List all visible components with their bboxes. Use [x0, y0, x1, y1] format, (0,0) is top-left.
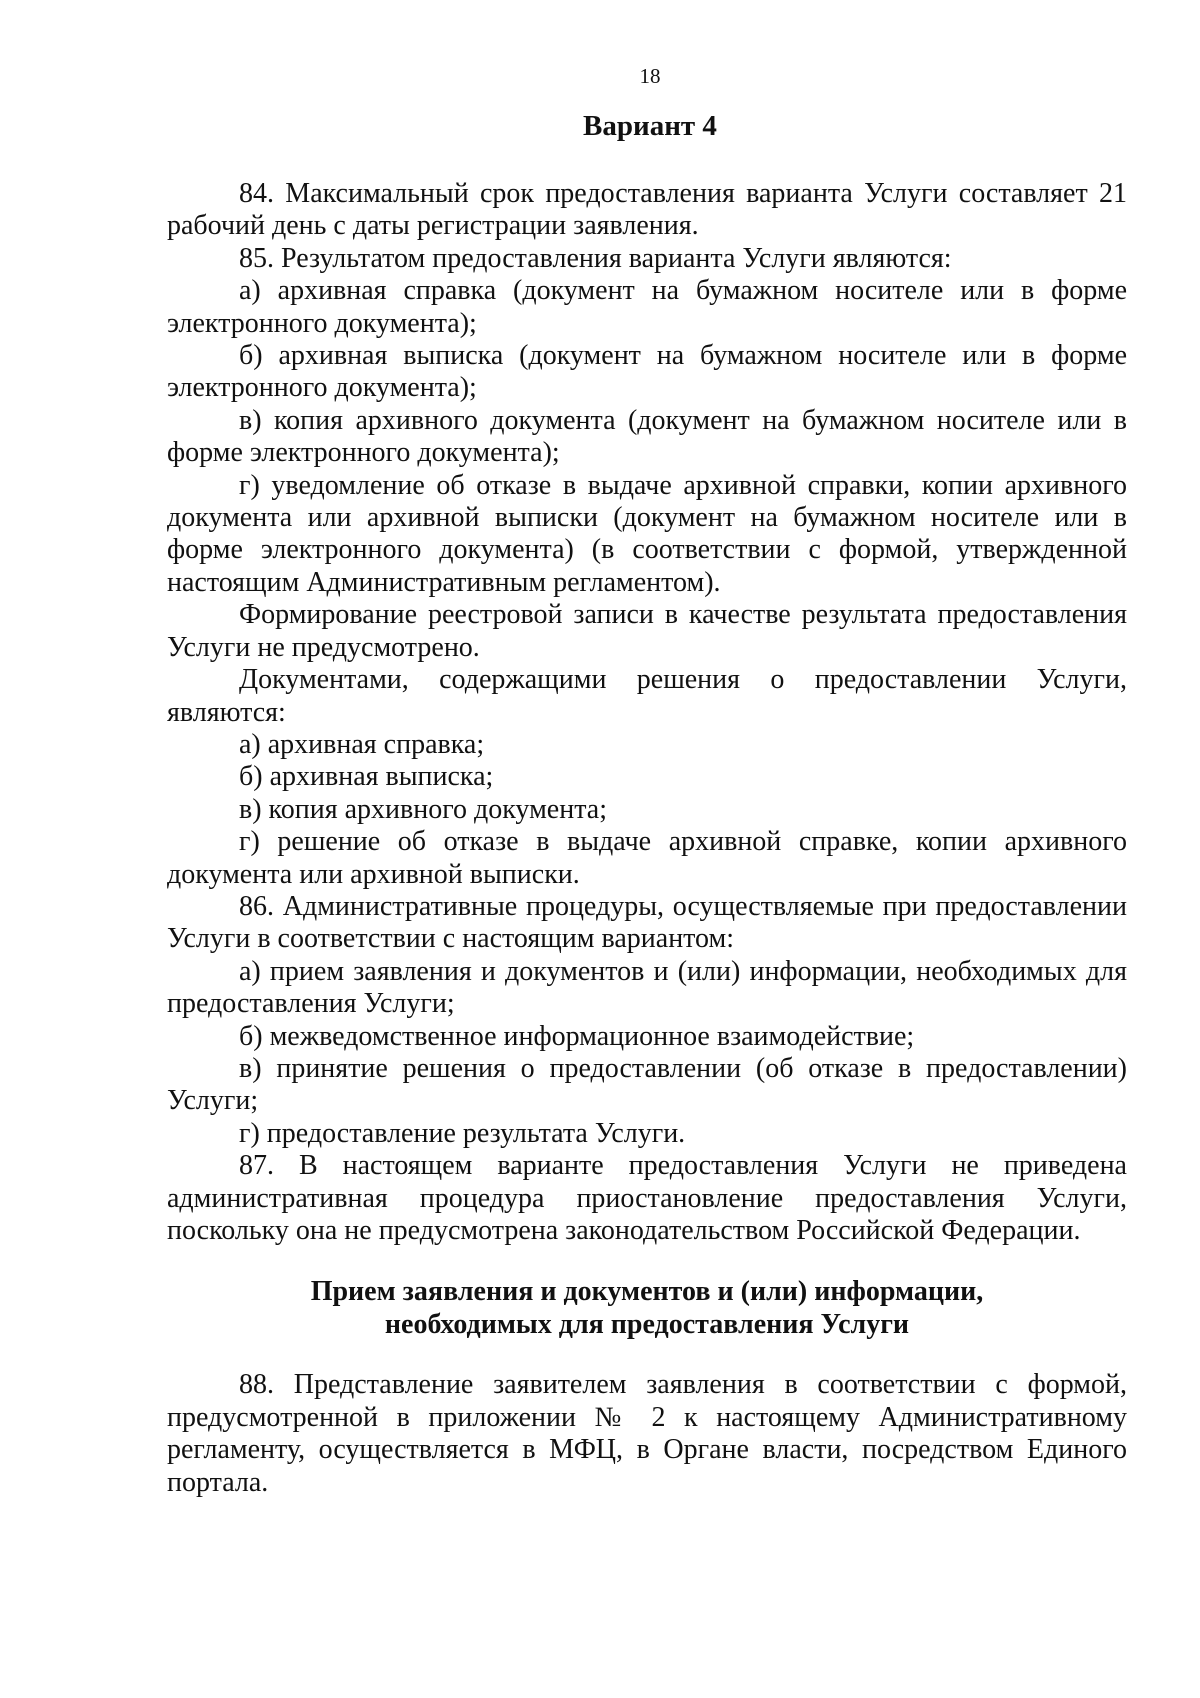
paragraph-85: 85. Результатом предоставления варианта Услуги являются: — [239, 242, 952, 274]
list-item-85-g: г) уведомление об отказе в выдаче архивной справки, копии архивного документа или архивной выписки (документ на бумажном носителе или в форме электронного документа) (в соответствии с формой, утвержденной настоящим Административным регламентом). — [167, 469, 1127, 598]
page-number: 18 — [639, 64, 661, 88]
paragraph-84: 84. Максимальный срок предоставления варианта Услуги составляет 21 рабочий день с даты регистрации заявления. — [167, 178, 1127, 242]
subheading-line-2: необходимых для предоставления Услуги — [384, 1309, 910, 1341]
list-item-decision-g: г) решение об отказе в выдаче архивной справке, копии архивного документа или архивной выписки. — [167, 826, 1127, 890]
list-item-decision-a: а) архивная справка; — [239, 728, 485, 760]
list-item-85-b: б) архивная выписка (документ на бумажном носителе или в форме электронного документа); — [167, 340, 1127, 404]
subheading — [167, 1275, 1127, 1341]
list-item-86-v: в) принятие решения о предоставлении (об отказе в предоставлении) Услуги; — [167, 1052, 1127, 1117]
list-item-86-g: г) предоставление результата Услуги. — [239, 1117, 686, 1149]
subheading-line-1: Прием заявления и документов и (или) информации, — [310, 1276, 984, 1308]
paragraph-87: 87. В настоящем варианте предоставления Услуги не приведена административная процедура приостановление предоставления Услуги, поскольку она не предусмотрена законодательством Российской Федерации. — [167, 1150, 1127, 1246]
list-item-86-b: б) межведомственное информационное взаимодействие; — [239, 1020, 915, 1052]
paragraph-86: 86. Административные процедуры, осуществляемые при предоставлении Услуги в соответствии с настоящим вариантом: — [167, 890, 1127, 955]
document-body — [167, 178, 1127, 1499]
paragraph-registry-record: Формирование реестровой записи в качестве результата предоставления Услуги не предусмотрено. — [167, 599, 1127, 663]
list-item-85-v: в) копия архивного документа (документ на бумажном носителе или в форме электронного документа); — [167, 404, 1127, 469]
list-item-86-a: а) прием заявления и документов и (или) информации, необходимых для предоставления Услуги; — [167, 955, 1127, 1020]
paragraph-decision-documents: Документами, содержащими решения о предоставлении Услуги, являются: — [167, 664, 1127, 728]
list-item-decision-v: в) копия архивного документа; — [239, 793, 607, 825]
section-title: Вариант 4 — [583, 110, 717, 142]
paragraph-88: 88. Представление заявителем заявления в соответствии с формой, предусмотренной в приложении № 2 к настоящему Административному регламенту, осуществляется в МФЦ, в Органе власти, посредством Единого портала. — [167, 1369, 1127, 1498]
list-item-85-a: а) архивная справка (документ на бумажном носителе или в форме электронного документа); — [167, 275, 1127, 339]
list-item-decision-b: б) архивная выписка; — [239, 761, 494, 793]
